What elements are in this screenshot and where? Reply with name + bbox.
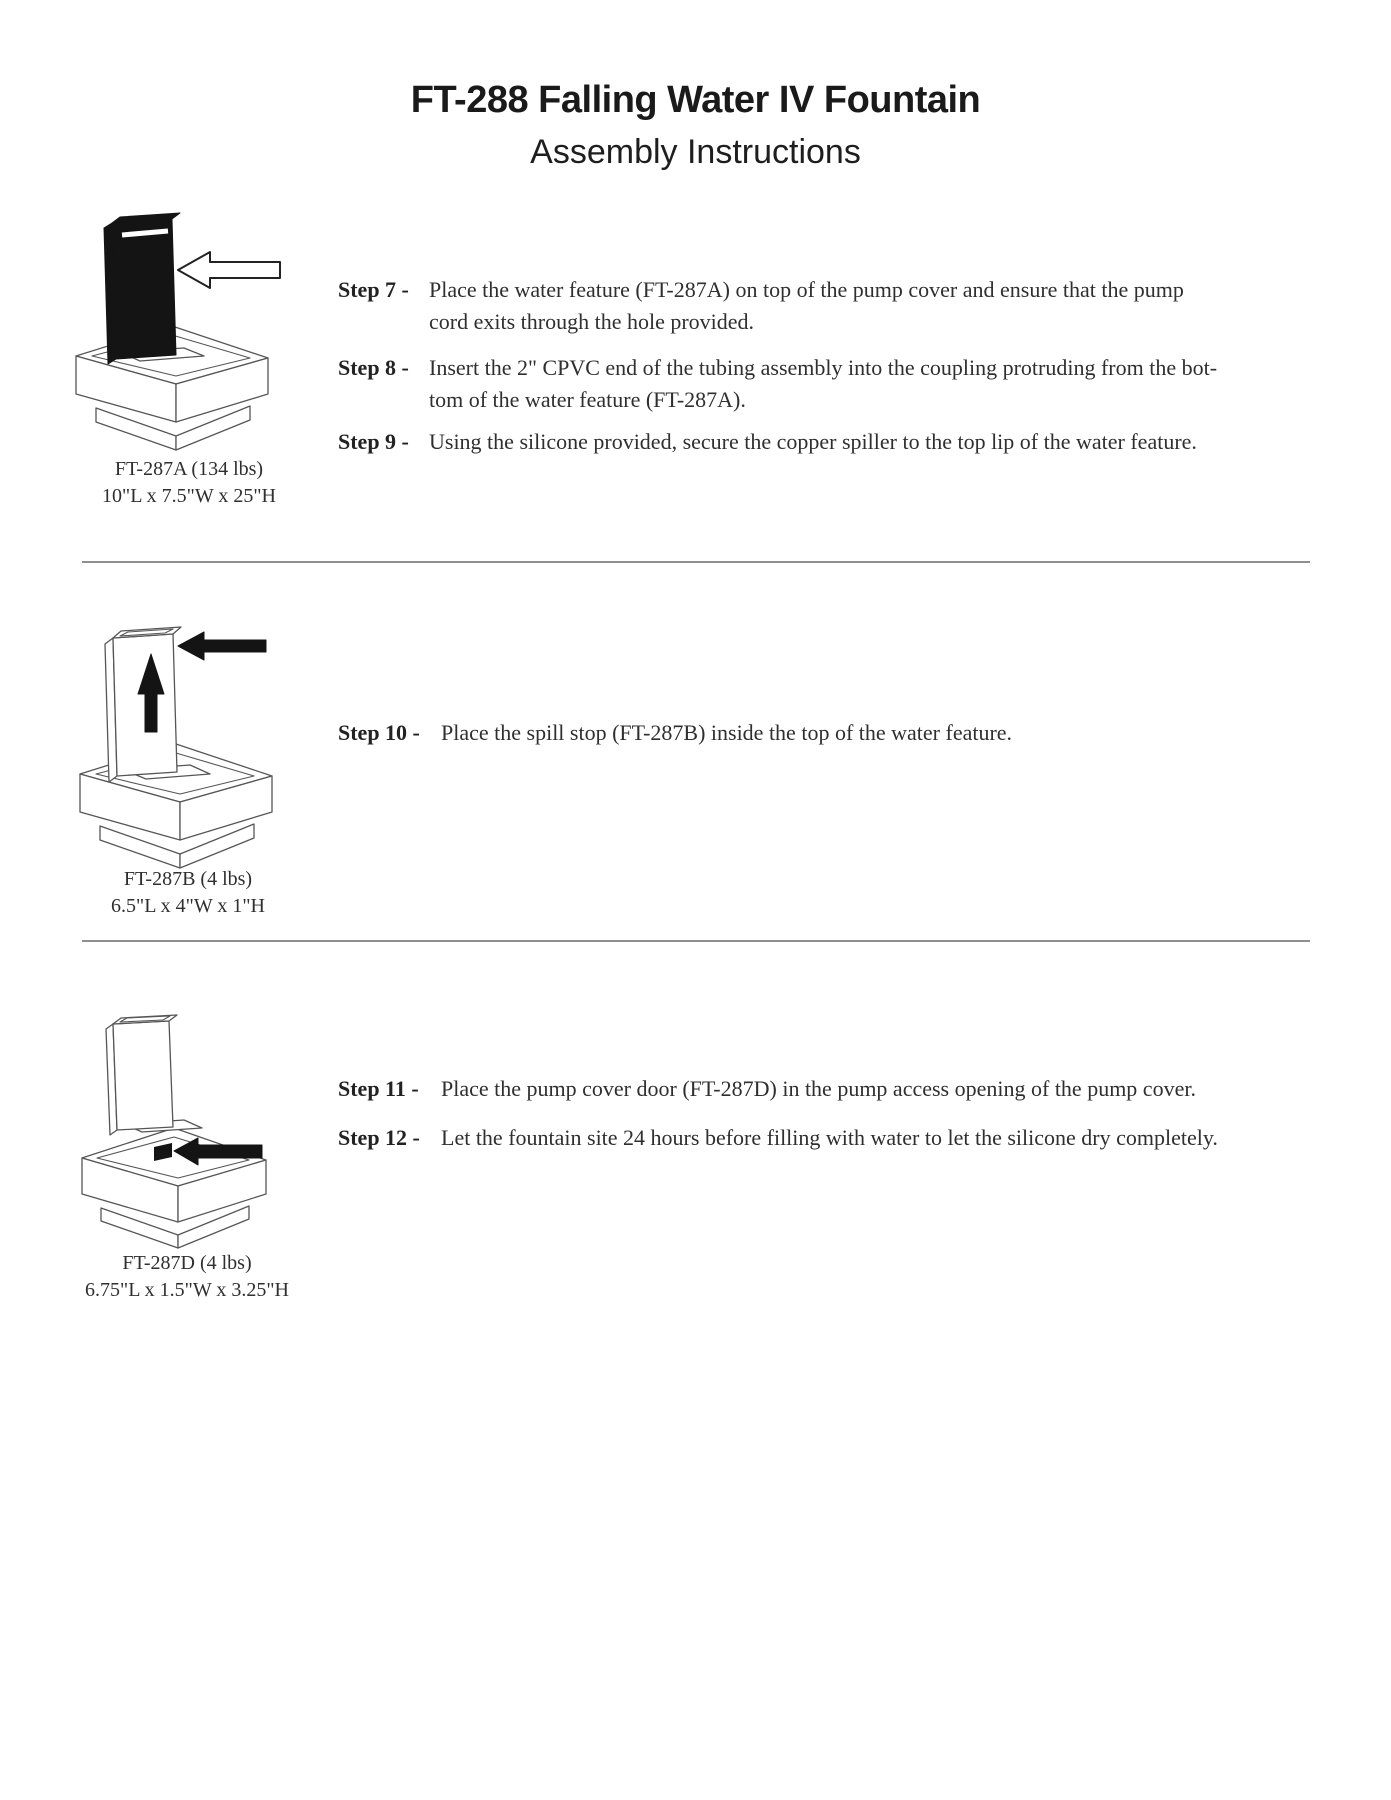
section-divider-2 [82, 940, 1310, 942]
step-8-line-2: tom of the water feature (FT-287A). [429, 387, 746, 412]
step-10-text [441, 717, 1012, 749]
step-7-line-1: Place the water feature (FT-287A) on top of the pump cover and ensure that the pump [429, 277, 1184, 302]
figure-caption-ft287d [47, 1250, 327, 1304]
figure-ft287a-drawing [64, 192, 289, 454]
step-9-label: Step 9 - [338, 429, 409, 454]
figure-caption-model: FT-287A (134 lbs) [114, 458, 264, 480]
step-7-text [429, 274, 1184, 338]
step-9-text [429, 426, 1197, 458]
water-feature-column [104, 213, 180, 364]
step-11-text [441, 1073, 1196, 1105]
figure-caption-dimensions: 6.5"L x 4"W x 1"H [111, 895, 265, 917]
figure-caption-ft287b [48, 866, 328, 920]
step-8 [338, 352, 1217, 416]
step-7-label: Step 7 - [338, 277, 409, 302]
step-9-line-1: Using the silicone provided, secure the copper spiller to the top lip of the water feature. [429, 429, 1197, 454]
figure-caption-model: FT-287D (4 lbs) [122, 1252, 252, 1274]
step-11 [338, 1073, 1196, 1105]
water-feature-column [105, 627, 181, 782]
step-7 [338, 274, 1184, 338]
step-9 [338, 426, 1197, 458]
page-title: FT-288 Falling Water IV Fountain [410, 79, 981, 121]
step-10-label: Step 10 - [338, 720, 420, 745]
step-12-label: Step 12 - [338, 1125, 420, 1150]
step-10-line-1: Place the spill stop (FT-287B) inside the top of the water feature. [441, 720, 1013, 745]
step-7-line-2: cord exits through the hole provided. [429, 309, 755, 334]
step-12-text [441, 1122, 1218, 1154]
step-11-line-1: Place the pump cover door (FT-287D) in the pump access opening of the pump cover. [441, 1076, 1196, 1101]
step-12-line-1: Let the fountain site 24 hours before filling with water to let the silicone dry completely. [441, 1125, 1218, 1150]
figure-caption-dimensions: 10"L x 7.5"W x 25"H [102, 485, 276, 507]
figure-ft287d-drawing [70, 1008, 280, 1250]
solid-arrow-left-icon [178, 632, 266, 660]
step-8-line-1: Insert the 2" CPVC end of the tubing assembly into the coupling protruding from the bot- [429, 355, 1218, 380]
step-8-text [429, 352, 1217, 416]
step-11-label: Step 11 - [338, 1076, 419, 1101]
step-8-label: Step 8 - [338, 355, 409, 380]
outline-arrow-left-icon [178, 252, 280, 288]
pedestal-base [82, 1120, 266, 1248]
section-divider-1 [82, 561, 1310, 563]
figure-caption-ft287a [49, 456, 329, 510]
figure-caption-dimensions: 6.75"L x 1.5"W x 3.25"H [85, 1279, 289, 1301]
figure-caption-model: FT-287B (4 lbs) [123, 868, 253, 890]
step-12 [338, 1122, 1218, 1154]
page-subtitle: Assembly Instructions [530, 133, 861, 171]
step-10 [338, 717, 1012, 749]
water-feature-column [106, 1015, 177, 1135]
figure-ft287b-drawing [68, 598, 293, 870]
